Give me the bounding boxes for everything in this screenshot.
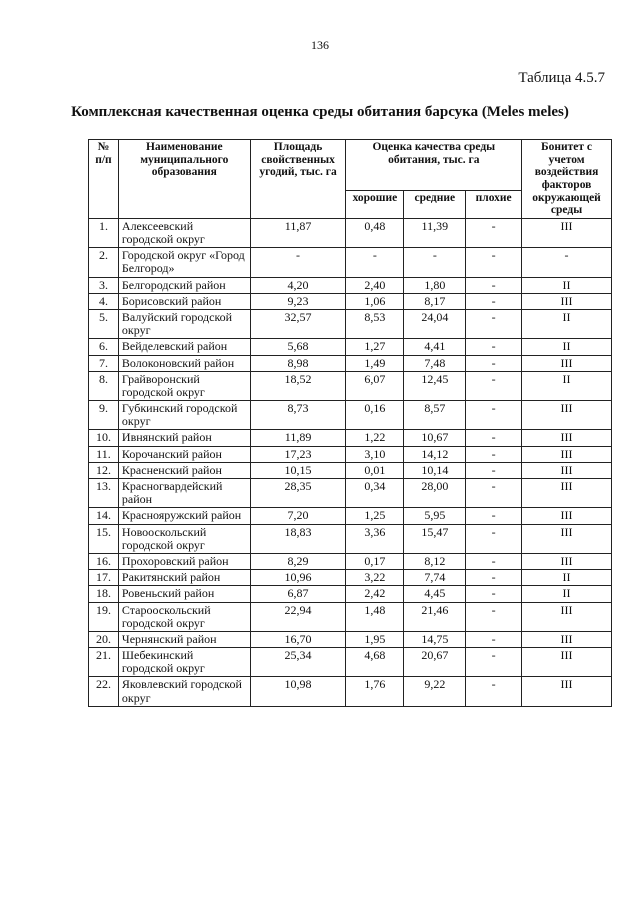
municipality-name: Красногвардейский район <box>118 479 250 508</box>
bonitet-value: III <box>522 479 612 508</box>
area-value: 11,89 <box>250 430 346 446</box>
row-number: 19. <box>89 602 119 631</box>
good-value: 2,40 <box>346 277 404 293</box>
bad-value: - <box>466 524 522 553</box>
medium-value: 24,04 <box>404 309 466 338</box>
good-value: 3,10 <box>346 446 404 462</box>
medium-value: 1,80 <box>404 277 466 293</box>
header-quality: Оценка качества среды обитания, тыс. га <box>346 140 522 191</box>
area-value: 32,57 <box>250 309 346 338</box>
medium-value: 28,00 <box>404 479 466 508</box>
row-number: 10. <box>89 430 119 446</box>
row-number: 22. <box>89 677 119 706</box>
bad-value: - <box>466 248 522 277</box>
good-value: 3,22 <box>346 570 404 586</box>
medium-value: 8,17 <box>404 293 466 309</box>
bad-value: - <box>466 553 522 569</box>
bad-value: - <box>466 462 522 478</box>
medium-value: 12,45 <box>404 371 466 400</box>
bad-value: - <box>466 631 522 647</box>
bad-value: - <box>466 677 522 706</box>
bonitet-value: III <box>522 648 612 677</box>
header-bad: плохие <box>466 190 522 218</box>
row-number: 13. <box>89 479 119 508</box>
bad-value: - <box>466 371 522 400</box>
medium-value: 5,95 <box>404 508 466 524</box>
municipality-name: Алексеевский городской округ <box>118 218 250 247</box>
bonitet-value: - <box>522 248 612 277</box>
medium-value: 7,74 <box>404 570 466 586</box>
good-value: 1,95 <box>346 631 404 647</box>
table-header <box>89 140 612 219</box>
table-row <box>89 355 612 371</box>
bad-value: - <box>466 602 522 631</box>
good-value: 0,16 <box>346 401 404 430</box>
medium-value: 20,67 <box>404 648 466 677</box>
good-value: 1,48 <box>346 602 404 631</box>
row-number: 18. <box>89 586 119 602</box>
area-value: 10,98 <box>250 677 346 706</box>
good-value: 1,27 <box>346 339 404 355</box>
bonitet-value: III <box>522 631 612 647</box>
area-value: 6,87 <box>250 586 346 602</box>
area-value: 7,20 <box>250 508 346 524</box>
municipality-name: Городской округ «Город Белгород» <box>118 248 250 277</box>
area-value: 9,23 <box>250 293 346 309</box>
table-row <box>89 248 612 277</box>
row-number: 14. <box>89 508 119 524</box>
bad-value: - <box>466 401 522 430</box>
table-row <box>89 602 612 631</box>
good-value: 8,53 <box>346 309 404 338</box>
area-value: 28,35 <box>250 479 346 508</box>
bad-value: - <box>466 508 522 524</box>
bad-value: - <box>466 339 522 355</box>
good-value: 0,01 <box>346 462 404 478</box>
row-number: 12. <box>89 462 119 478</box>
row-number: 11. <box>89 446 119 462</box>
header-num: № п/п <box>89 140 119 219</box>
medium-value: 10,67 <box>404 430 466 446</box>
area-value: 18,83 <box>250 524 346 553</box>
row-number: 17. <box>89 570 119 586</box>
row-number: 6. <box>89 339 119 355</box>
bad-value: - <box>466 218 522 247</box>
habitat-assessment-table <box>88 139 612 707</box>
table-row <box>89 479 612 508</box>
medium-value: 9,22 <box>404 677 466 706</box>
bonitet-value: III <box>522 430 612 446</box>
bonitet-value: II <box>522 371 612 400</box>
medium-value: 4,41 <box>404 339 466 355</box>
municipality-name: Красненский район <box>118 462 250 478</box>
table-row <box>89 371 612 400</box>
good-value: 1,06 <box>346 293 404 309</box>
area-value: 10,15 <box>250 462 346 478</box>
good-value: 2,42 <box>346 586 404 602</box>
area-value: 25,34 <box>250 648 346 677</box>
municipality-name: Ракитянский район <box>118 570 250 586</box>
municipality-name: Грайворонский городской округ <box>118 371 250 400</box>
good-value: 0,48 <box>346 218 404 247</box>
municipality-name: Старооскольский городской округ <box>118 602 250 631</box>
bonitet-value: II <box>522 309 612 338</box>
municipality-name: Краснояружский район <box>118 508 250 524</box>
area-value: 8,98 <box>250 355 346 371</box>
table-row <box>89 631 612 647</box>
bonitet-value: III <box>522 553 612 569</box>
bonitet-value: II <box>522 277 612 293</box>
table-row <box>89 648 612 677</box>
good-value: 1,76 <box>346 677 404 706</box>
medium-value: 14,75 <box>404 631 466 647</box>
municipality-name: Новооскольский городской округ <box>118 524 250 553</box>
row-number: 20. <box>89 631 119 647</box>
area-value: 8,29 <box>250 553 346 569</box>
bad-value: - <box>466 430 522 446</box>
good-value: 6,07 <box>346 371 404 400</box>
medium-value: 15,47 <box>404 524 466 553</box>
table-row <box>89 553 612 569</box>
bonitet-value: II <box>522 570 612 586</box>
row-number: 9. <box>89 401 119 430</box>
area-value: 11,87 <box>250 218 346 247</box>
row-number: 8. <box>89 371 119 400</box>
bad-value: - <box>466 355 522 371</box>
municipality-name: Ивнянский район <box>118 430 250 446</box>
bad-value: - <box>466 277 522 293</box>
bonitet-value: III <box>522 218 612 247</box>
bad-value: - <box>466 648 522 677</box>
bonitet-value: III <box>522 293 612 309</box>
bonitet-value: III <box>522 446 612 462</box>
bonitet-value: II <box>522 586 612 602</box>
table-body <box>89 218 612 706</box>
good-value: 1,49 <box>346 355 404 371</box>
area-value: 22,94 <box>250 602 346 631</box>
table-row <box>89 524 612 553</box>
bonitet-value: III <box>522 524 612 553</box>
bad-value: - <box>466 479 522 508</box>
table-row <box>89 586 612 602</box>
row-number: 21. <box>89 648 119 677</box>
good-value: 1,22 <box>346 430 404 446</box>
area-value: 8,73 <box>250 401 346 430</box>
row-number: 4. <box>89 293 119 309</box>
bonitet-value: III <box>522 462 612 478</box>
area-value: 18,52 <box>250 371 346 400</box>
header-name: Наименование муниципального образования <box>118 140 250 219</box>
bad-value: - <box>466 586 522 602</box>
medium-value: 10,14 <box>404 462 466 478</box>
table-title: Комплексная качественная оценка среды обитания барсука (Meles meles) <box>71 104 569 120</box>
area-value: 16,70 <box>250 631 346 647</box>
municipality-name: Валуйский городской округ <box>118 309 250 338</box>
row-number: 3. <box>89 277 119 293</box>
bad-value: - <box>466 309 522 338</box>
table-label: Таблица 4.5.7 <box>518 70 605 86</box>
table-row <box>89 339 612 355</box>
area-value: 17,23 <box>250 446 346 462</box>
municipality-name: Белгородский район <box>118 277 250 293</box>
municipality-name: Губкинский городской округ <box>118 401 250 430</box>
row-number: 2. <box>89 248 119 277</box>
good-value: 3,36 <box>346 524 404 553</box>
bonitet-value: II <box>522 339 612 355</box>
area-value: 5,68 <box>250 339 346 355</box>
good-value: 0,17 <box>346 553 404 569</box>
table-row <box>89 309 612 338</box>
table-row <box>89 430 612 446</box>
bad-value: - <box>466 446 522 462</box>
table-row <box>89 570 612 586</box>
bonitet-value: III <box>522 677 612 706</box>
table-row <box>89 218 612 247</box>
bad-value: - <box>466 293 522 309</box>
table-row <box>89 401 612 430</box>
row-number: 16. <box>89 553 119 569</box>
good-value: 1,25 <box>346 508 404 524</box>
header-medium: средние <box>404 190 466 218</box>
good-value: 0,34 <box>346 479 404 508</box>
table-row <box>89 277 612 293</box>
bonitet-value: III <box>522 401 612 430</box>
row-number: 1. <box>89 218 119 247</box>
row-number: 15. <box>89 524 119 553</box>
area-value: - <box>250 248 346 277</box>
table-row <box>89 462 612 478</box>
area-value: 10,96 <box>250 570 346 586</box>
municipality-name: Прохоровский район <box>118 553 250 569</box>
medium-value: 8,12 <box>404 553 466 569</box>
municipality-name: Вейделевский район <box>118 339 250 355</box>
medium-value: 4,45 <box>404 586 466 602</box>
table-row <box>89 508 612 524</box>
municipality-name: Шебекинский городской округ <box>118 648 250 677</box>
medium-value: - <box>404 248 466 277</box>
bonitet-value: III <box>522 508 612 524</box>
row-number: 5. <box>89 309 119 338</box>
municipality-name: Чернянский район <box>118 631 250 647</box>
municipality-name: Яковлевский городской округ <box>118 677 250 706</box>
header-bonitet: Бонитет с учетом воздействия факторов окружающей среды <box>522 140 612 219</box>
good-value: 4,68 <box>346 648 404 677</box>
municipality-name: Ровеньский район <box>118 586 250 602</box>
medium-value: 11,39 <box>404 218 466 247</box>
row-number: 7. <box>89 355 119 371</box>
table-row <box>89 293 612 309</box>
municipality-name: Борисовский район <box>118 293 250 309</box>
header-good: хорошие <box>346 190 404 218</box>
area-value: 4,20 <box>250 277 346 293</box>
medium-value: 7,48 <box>404 355 466 371</box>
bonitet-value: III <box>522 602 612 631</box>
medium-value: 8,57 <box>404 401 466 430</box>
municipality-name: Волоконовский район <box>118 355 250 371</box>
bonitet-value: III <box>522 355 612 371</box>
page-number: 136 <box>311 38 329 52</box>
table-row <box>89 446 612 462</box>
header-area: Площадь свойственных угодий, тыс. га <box>250 140 346 219</box>
medium-value: 14,12 <box>404 446 466 462</box>
good-value: - <box>346 248 404 277</box>
medium-value: 21,46 <box>404 602 466 631</box>
table-row <box>89 677 612 706</box>
municipality-name: Корочанский район <box>118 446 250 462</box>
bad-value: - <box>466 570 522 586</box>
